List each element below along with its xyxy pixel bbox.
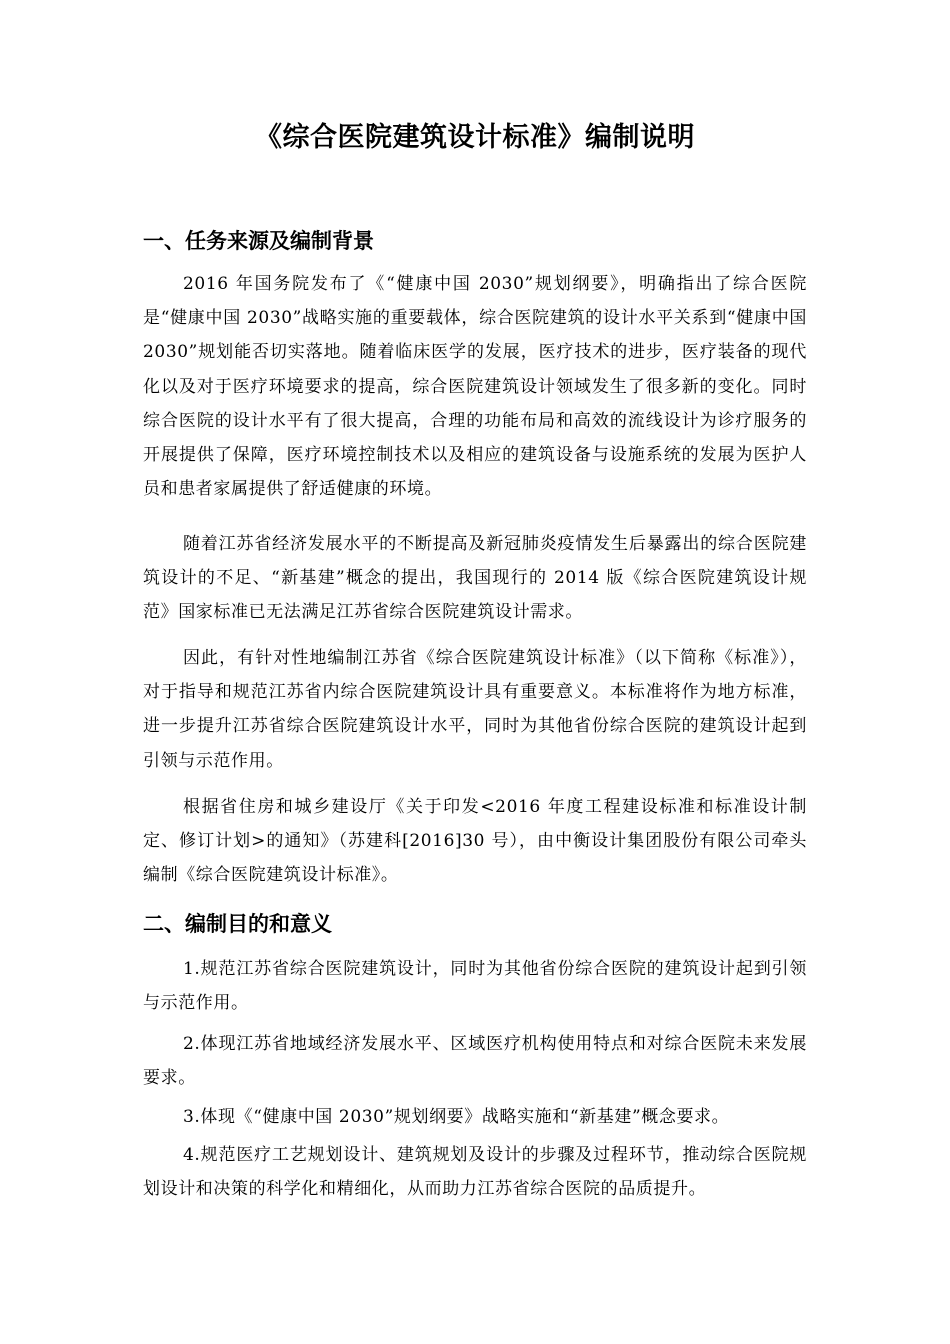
- section-heading-task-source: 一、任务来源及编制背景: [143, 229, 374, 253]
- document-title: 《综合医院建筑设计标准》编制说明: [255, 122, 695, 153]
- paragraph-significance: 因此，有针对性地编制江苏省《综合医院建筑设计标准》（以下简称《标准》），对于指导和规范江苏省内综合医院建筑设计具有重要意义。本标准将作为地方标准，进一步提升江苏省综合医院建筑设计水平，同时为其他省份综合医院的建筑设计起到引领与示范作用。: [143, 648, 807, 771]
- paragraph-background: 2016 年国务院发布了《“健康中国 2030”规划纲要》，明确指出了综合医院是“健康中国 2030”战略实施的重要载体，综合医院建筑的设计水平关系到“健康中国 2030”规划能否切实落地。随着临床医学的发展，医疗技术的进步，医疗装备的现代化以及对于医疗环境要求的提高，综合医院建筑设计领域发生了很多新的变化。同时综合医院的设计水平有了很大提高，合理的功能布局和高效的流线设计为诊疗服务的开展提供了保障，医疗环境控制技术以及相应的建筑设备与设施系统的发展为医护人员和患者家属提供了舒适健康的环境。: [143, 274, 807, 500]
- list-item-purpose-3: 3.体现《“健康中国 2030”规划纲要》战略实施和“新基建”概念要求。: [183, 1107, 730, 1127]
- section-heading-purpose: 二、编制目的和意义: [143, 912, 332, 936]
- list-item-purpose-2: 2.体现江苏省地域经济发展水平、区域医疗机构使用特点和对综合医院未来发展要求。: [143, 1034, 807, 1089]
- paragraph-jiangsu-need: 随着江苏省经济发展水平的不断提高及新冠肺炎疫情发生后暴露出的综合医院建筑设计的不足、“新基建”概念的提出，我国现行的 2014 版《综合医院建筑设计规范》国家标准已无法满足江苏省综合医院建筑设计需求。: [143, 534, 807, 623]
- list-item-purpose-4: 4.规范医疗工艺规划设计、建筑规划及设计的步骤及过程环节，推动综合医院规划设计和决策的科学化和精细化，从而助力江苏省综合医院的品质提升。: [143, 1145, 807, 1200]
- paragraph-task-source: 根据省住房和城乡建设厅《关于印发<2016 年度工程建设标准和标准设计制定、修订计划>的通知》（苏建科[2016]30 号），由中衡设计集团股份有限公司牵头编制《综合医院建筑设计标准》。: [143, 797, 807, 886]
- list-item-purpose-1: 1.规范江苏省综合医院建筑设计，同时为其他省份综合医院的建筑设计起到引领与示范作用。: [143, 959, 807, 1014]
